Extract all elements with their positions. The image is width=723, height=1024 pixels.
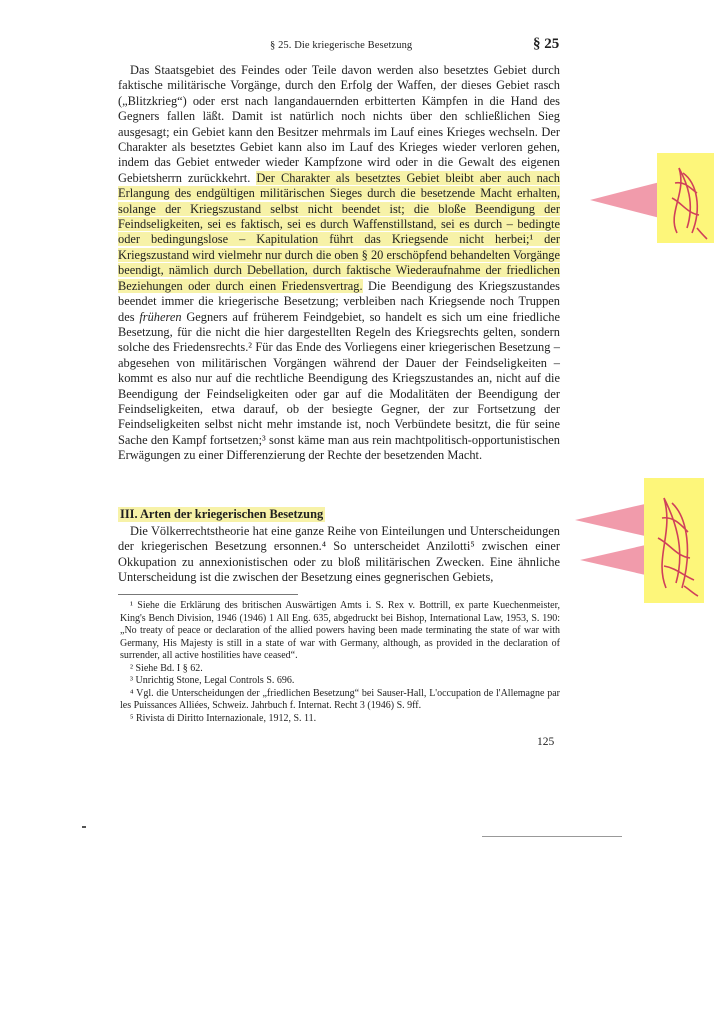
footnote: ¹ Siehe die Erklärung des britischen Auswärtigen Amts i. S. Rex v. Bottrill, ex parte Kuechenmeister, King's Bench Division, 1946 (1946) 1 All Eng. 635, abgedruckt bei Bishop, International Law, 1953, S. 190: „No treaty of peace or declaration of the allied powers having been made terminating the state of war with Germany, His Majesty is still in a state of war with Germany, although, as provided in the declaration of surrender, all active hostilities have ceased“. <box>120 600 560 661</box>
highlighted-passage: Der Charakter als besetztes Gebiet bleibt aber auch nach Erlangung des endgültigen militärischen Sieges durch die besetzende Macht erhalten, solange der Kriegszustand selbst nicht beendet ist; die bloße Beendigung der Feindseligkeiten, sei es faktisch, sei es durch Waffenstillstand, sei es durch – bedingte oder bedingungslose – Kapitulation führt das Kriegsende nicht herbei;¹ der Kriegszustand wird vielmehr nur durch die oben § 20 erschöpfend behandelten Vorgänge beendigt, nämlich durch Debellation, durch faktische Wiederaufnahme der friedlichen Beziehungen oder durch einen Friedensvertrag. <box>118 170 560 293</box>
scan-line <box>482 836 622 837</box>
italic-word: früheren <box>139 309 182 324</box>
paragraph-occupied-territory <box>118 63 560 464</box>
text-run: Die Völkerrechtstheorie hat eine ganze Reihe von Einteilungen und Unterscheidungen der kriegerischen Besetzung ersonnen.⁴ So unterscheidet Anzilotti⁵ zwischen einer Okkupation zu annexionistischen oder zu bloß militärischen Zwecken. Eine ähnliche Unterscheidung ist die zwischen der Besetzung eines gegnerischen Gebiets, <box>118 524 560 585</box>
sticky-note <box>657 153 714 243</box>
footnote: ³ Unrichtig Stone, Legal Controls S. 696. <box>130 675 295 686</box>
section-heading: III. Arten der kriegerischen Besetzung <box>120 507 324 521</box>
page-number: 125 <box>537 736 555 748</box>
section-number: § 25 <box>533 36 560 52</box>
text-run: Gegners auf früherem Feindgebiet, so handelt es sich um eine friedliche Besetzung, für die nicht die hier dargestellten Regeln des Kriegsrechts gelten, sondern solche des Friedensrechts.² Für das Ende des Vorliegens einer kriegerischen Besetzung – abgesehen von militärischen Vorgängen während der Dauer der Feindseligkeiten – kommt es also nur auf die rechtliche Beendigung des Kriegszustandes an, nicht auf die Beendigung der Feindseligkeiten oder gar auf die Modalitäten der Beendigung der Feindseligkeiten, etwa darauf, ob der besiegte Gegner, der zur Fortsetzung der Feindseligkeiten selbst nicht mehr imstande ist, noch Verbündete besitzt, die für seine Sache den Kampf fortsetzen;³ sonst käme man aus rein machtpolitisch-opportunistischen Erwägungen zu einer Differenzierung der Rechte der besetzenden Macht. <box>118 309 560 463</box>
text-run: Die Beendigung des Kriegszustandes beendet immer die kriegerische Besetzung; verbleiben nach Kriegsende noch Truppen des <box>118 278 560 324</box>
scribble-icon <box>657 153 714 243</box>
sticky-flag-arrow-icon <box>575 500 645 540</box>
paragraph-types-of-occupation <box>118 524 560 586</box>
scribble-icon <box>644 478 704 603</box>
text-run: Das Staatsgebiet des Feindes oder Teile davon werden also besetztes Gebiet durch faktische militärische Vorgänge, durch den Erfolg der Waffen, der dieses Gebiet rasch („Blitzkrieg“) oder erst nach langandauernden erbitterten Kämpfen in die Hand des Gegners fallen läßt. Damit ist natürlich noch nichts über den schließlichen Sieg ausgesagt; ein Gebiet kann den Besitzer mehrmals im Lauf eines Krieges wechseln. Der Charakter als besetztes Gebiet kann also im Lauf des Krieges wieder verloren gehen, indem das Gebiet entweder wieder Kampfzone wird oder in die Gewalt des eigenen Gebietsherrn zurückkehrt. <box>118 63 560 185</box>
running-header: § 25. Die kriegerische Besetzung <box>270 40 413 51</box>
footnote: ⁴ Vgl. die Unterscheidungen der „friedlichen Besetzung“ bei Sauser-Hall, L'occupation de l'Allemagne par les Puissances Alliées, Schweiz. Jahrbuch f. Internat. Recht 3 (1946) S. 9ff. <box>120 687 560 711</box>
footnotes <box>120 600 560 725</box>
footnote: ² Siehe Bd. I § 62. <box>130 662 203 674</box>
sticky-flag-arrow-icon <box>580 540 650 580</box>
footnote: ⁵ Rivista di Diritto Internazionale, 1912, S. 11. <box>130 712 317 724</box>
scan-mark <box>82 826 86 828</box>
sticky-note <box>644 478 704 603</box>
sticky-flag-arrow-icon <box>590 180 660 220</box>
footnote-divider <box>118 594 298 595</box>
